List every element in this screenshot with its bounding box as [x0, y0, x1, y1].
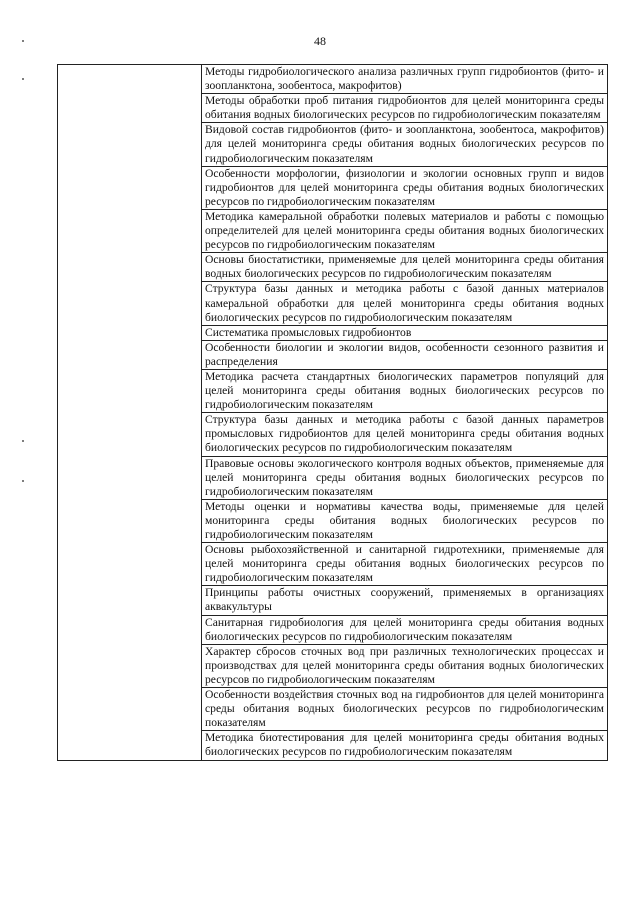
table-row: Характер сбросов сточных вод при различных технологических процессах и производствах для целей мониторинга среды обитания водных биологических ресурсов по гидробиологическим показателям [202, 645, 607, 688]
scan-mark [22, 40, 24, 42]
table-row: Систематика промысловых гидробионтов [202, 326, 607, 341]
table-row: Принципы работы очистных сооружений, применяемых в организациях аквакультуры [202, 586, 607, 615]
table-row: Видовой состав гидробионтов (фито- и зоопланктона, зообентоса, макрофитов) для целей мониторинга среды обитания водных биологических ресурсов по гидробиологическим показателям [202, 123, 607, 166]
table-row: Методика камеральной обработки полевых материалов и работы с помощью определителей для целей мониторинга среды обитания водных биологических ресурсов по гидробиологическим показателям [202, 210, 607, 253]
table-row: Особенности воздействия сточных вод на гидробионтов для целей мониторинга среды обитания водных биологических ресурсов по гидробиологическим показателям [202, 688, 607, 731]
table-row: Правовые основы экологического контроля водных объектов, применяемые для целей мониторинга среды обитания водных биологических ресурсов по гидробиологическим показателям [202, 457, 607, 500]
table-row: Основы биостатистики, применяемые для целей мониторинга среды обитания водных биологических ресурсов по гидробиологическим показателям [202, 253, 607, 282]
requirements-table [57, 64, 608, 761]
table-row: Санитарная гидробиология для целей мониторинга среды обитания водных биологических ресурсов по гидробиологическим показателям [202, 616, 607, 645]
table-row: Методика биотестирования для целей мониторинга среды обитания водных биологических ресурсов по гидробиологическим показателям [205, 731, 604, 759]
page-number: 48 [314, 34, 326, 48]
knowledge-list-cell [202, 65, 608, 761]
scan-mark [22, 480, 24, 482]
table-row: Основы рыбохозяйственной и санитарной гидротехники, применяемые для целей мониторинга среды обитания водных биологических ресурсов по гидробиологическим показателям [202, 543, 607, 586]
scan-mark [22, 78, 24, 80]
table-row: Методы обработки проб питания гидробионтов для целей мониторинга среды обитания водных биологических ресурсов по гидробиологическим показателям [202, 94, 607, 123]
empty-left-cell [58, 65, 202, 761]
table-row: Структура базы данных и методика работы с базой данных материалов камеральной обработки для целей мониторинга среды обитания водных биологических ресурсов по гидробиологическим показателям [202, 282, 607, 325]
table-row: Структура базы данных и методика работы с базой данных параметров промысловых гидробионтов для целей мониторинга среды обитания водных биологических ресурсов по гидробиологическим показателям [202, 413, 607, 456]
table-row: Особенности морфологии, физиологии и экологии основных групп и видов гидробионтов для целей мониторинга среды обитания водных биологических ресурсов по гидробиологическим показателям [202, 167, 607, 210]
table-row: Методы оценки и нормативы качества воды, применяемые для целей мониторинга среды обитания водных биологических ресурсов по гидробиологическим показателям [202, 500, 607, 543]
table-row: Методы гидробиологического анализа различных групп гидробионтов (фито- и зоопланктона, зообентоса, макрофитов) [202, 65, 607, 94]
table-row: Особенности биологии и экологии видов, особенности сезонного развития и распределения [202, 341, 607, 370]
table-row: Методика расчета стандартных биологических параметров популяций для целей мониторинга среды обитания водных биологических ресурсов по гидробиологическим показателям [202, 370, 607, 413]
scan-mark [22, 440, 24, 442]
